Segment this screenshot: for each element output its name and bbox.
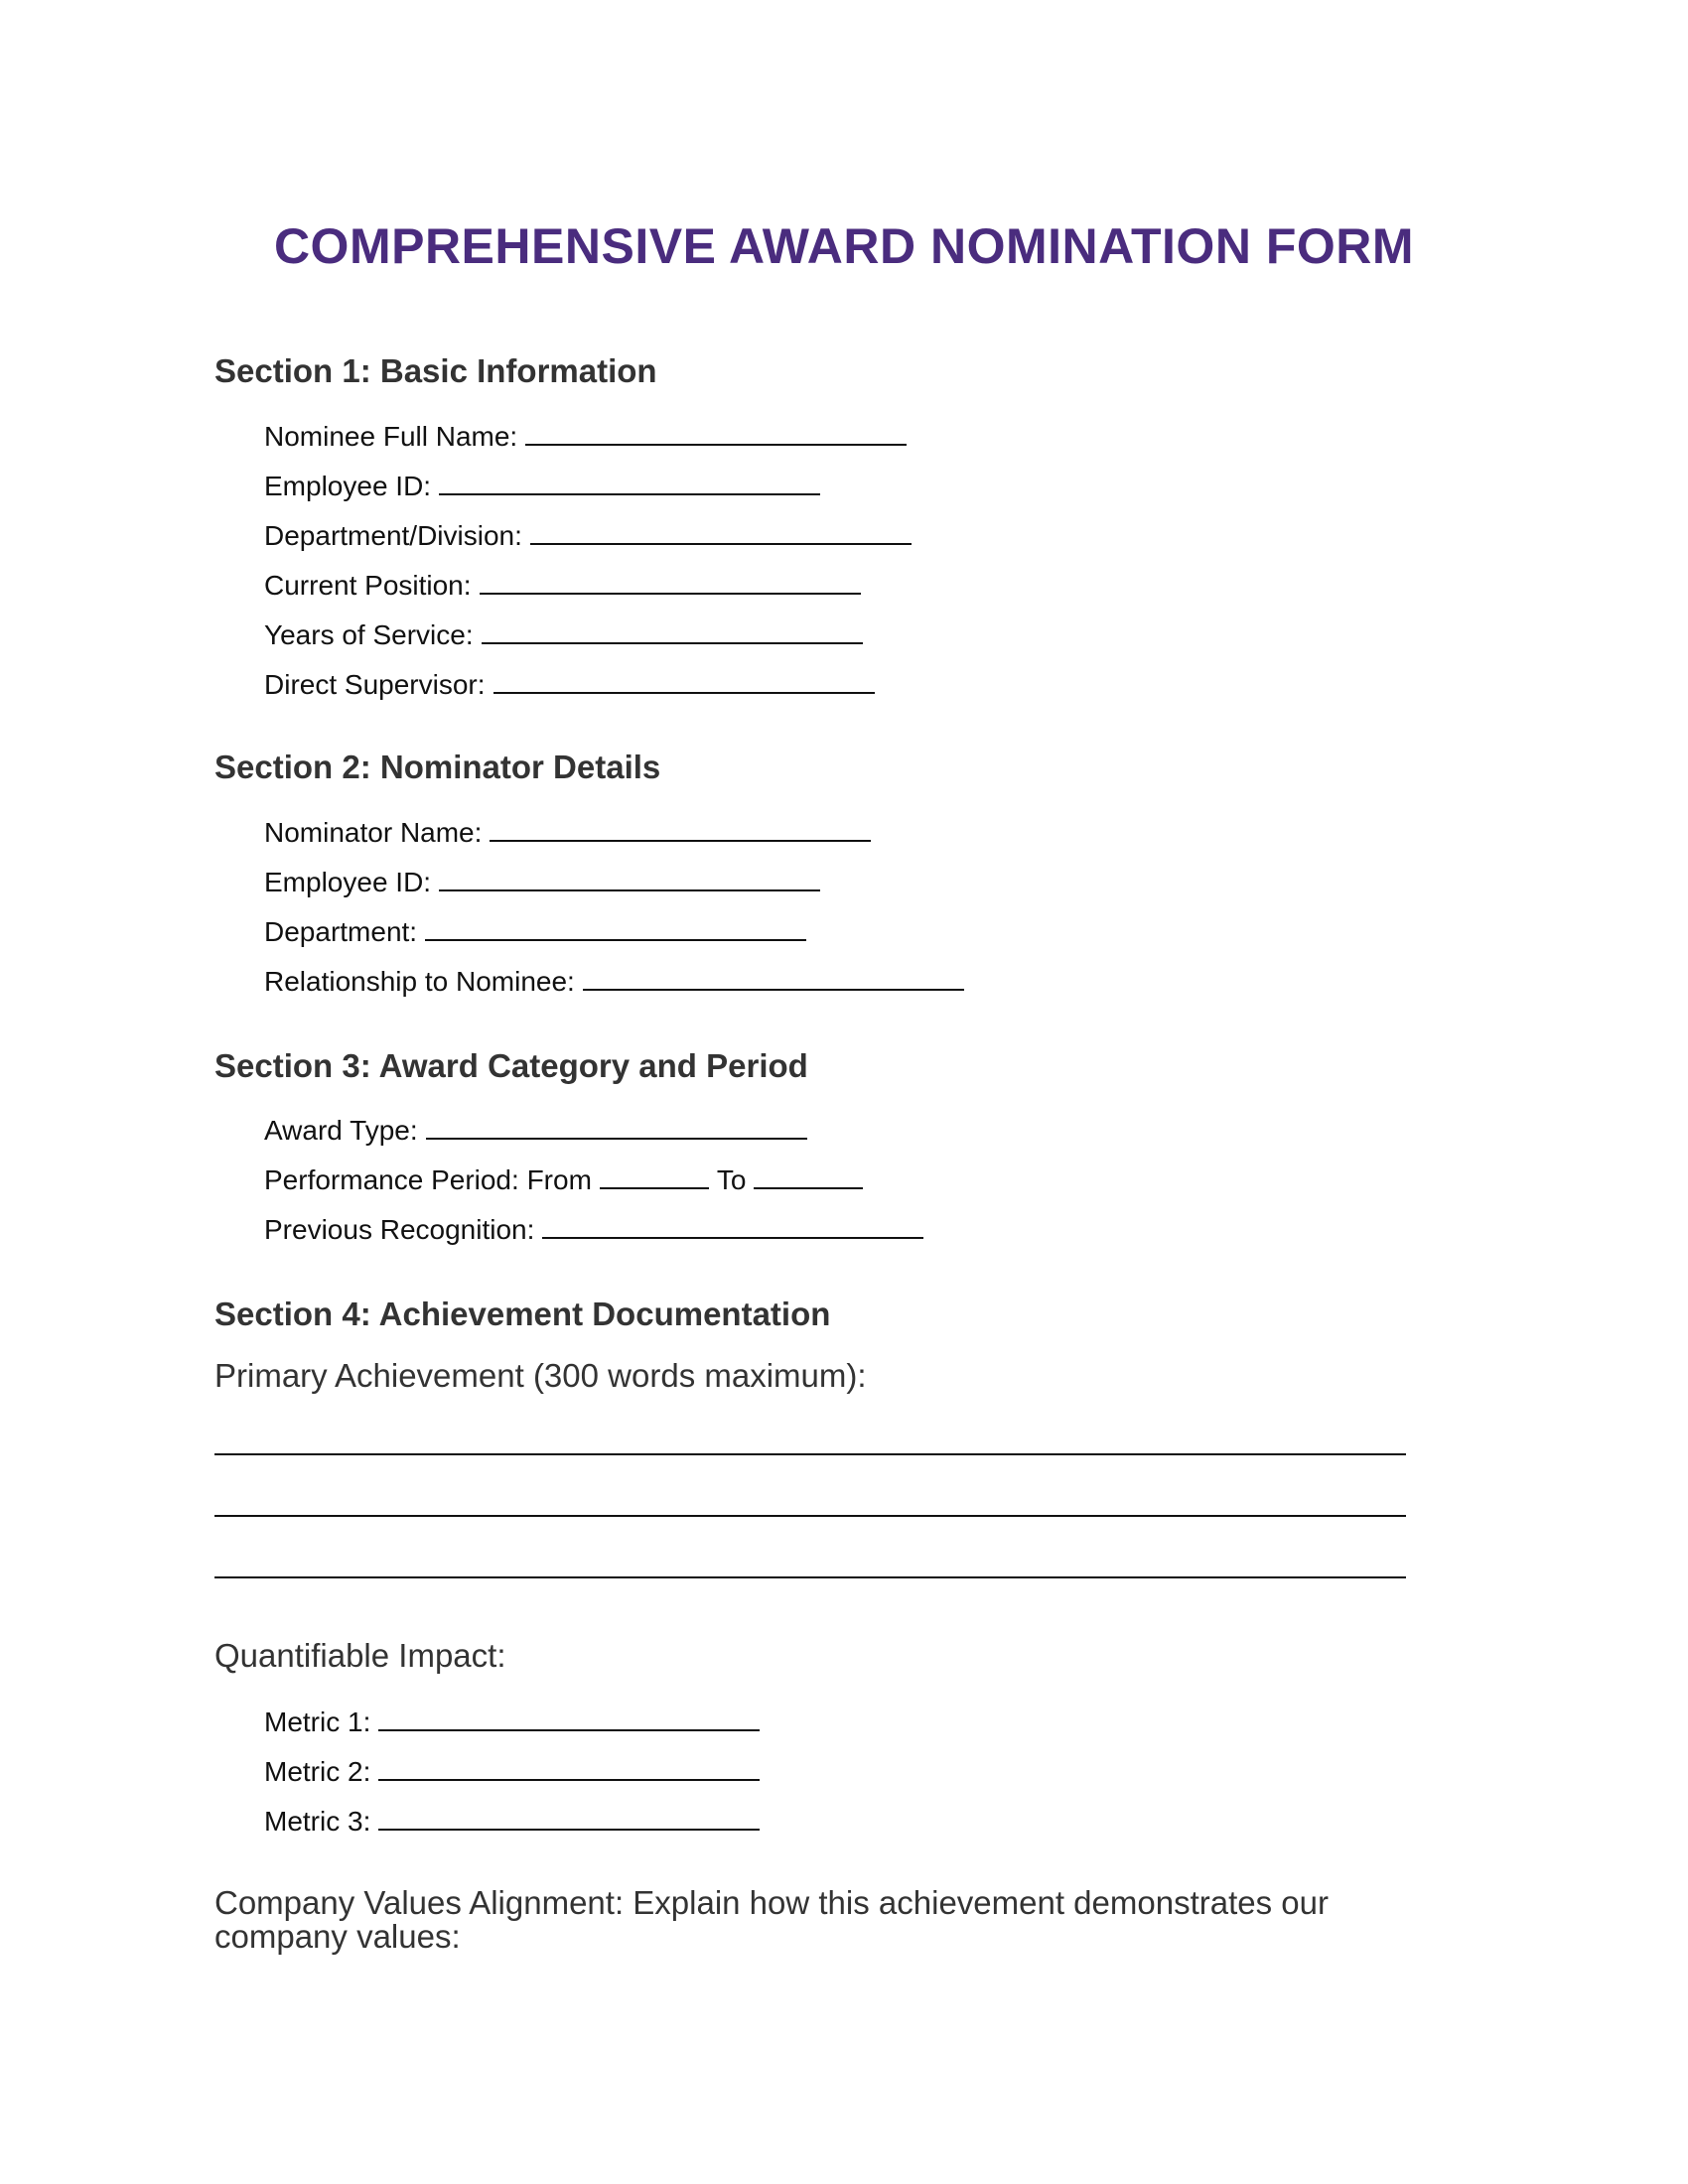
relationship-to-nominee-label: Relationship to Nominee: — [264, 966, 575, 997]
period-to-blank[interactable] — [754, 1163, 863, 1189]
nominee-full-name-label: Nominee Full Name: — [264, 421, 518, 452]
metric-2-field — [264, 1755, 760, 1789]
nominator-name-field — [264, 816, 871, 850]
primary-achievement-label: Primary Achievement (300 words maximum): — [214, 1357, 867, 1394]
previous-recognition-blank[interactable] — [542, 1213, 923, 1239]
nominator-name-label: Nominator Name: — [264, 817, 483, 848]
direct-supervisor-field — [264, 668, 875, 702]
direct-supervisor-label: Direct Supervisor: — [264, 669, 486, 700]
metric-2-blank[interactable] — [378, 1755, 760, 1781]
nominator-department-blank[interactable] — [425, 915, 806, 941]
nominee-full-name-blank[interactable] — [525, 420, 907, 446]
primary-achievement-line-1[interactable] — [214, 1453, 1406, 1455]
metric-1-label: Metric 1: — [264, 1706, 371, 1737]
section-3-heading: Section 3: Award Category and Period — [214, 1047, 808, 1084]
primary-achievement-line-3[interactable] — [214, 1576, 1406, 1578]
previous-recognition-label: Previous Recognition: — [264, 1214, 535, 1245]
nominee-employee-id-blank[interactable] — [439, 470, 820, 495]
department-division-field — [264, 519, 912, 553]
nominator-department-field — [264, 915, 806, 949]
metric-3-blank[interactable] — [378, 1805, 760, 1831]
section-2-heading: Section 2: Nominator Details — [214, 749, 661, 785]
performance-period-field — [264, 1163, 871, 1197]
current-position-field — [264, 569, 861, 603]
award-type-blank[interactable] — [426, 1114, 807, 1140]
section-1-heading: Section 1: Basic Information — [214, 352, 657, 389]
relationship-to-nominee-blank[interactable] — [583, 965, 964, 991]
nominee-employee-id-field — [264, 470, 820, 503]
previous-recognition-field — [264, 1213, 923, 1247]
metric-2-label: Metric 2: — [264, 1756, 371, 1787]
nominator-employee-id-label: Employee ID: — [264, 867, 432, 897]
performance-period-label: Performance Period: From — [264, 1164, 592, 1195]
section-4-heading: Section 4: Achievement Documentation — [214, 1296, 831, 1332]
metric-1-blank[interactable] — [378, 1706, 760, 1731]
relationship-to-nominee-field — [264, 965, 964, 999]
form-title: COMPREHENSIVE AWARD NOMINATION FORM — [273, 218, 1415, 274]
years-of-service-blank[interactable] — [482, 618, 863, 644]
nominator-name-blank[interactable] — [490, 816, 871, 842]
primary-achievement-line-2[interactable] — [214, 1515, 1406, 1517]
metric-1-field — [264, 1706, 760, 1739]
nominee-employee-id-label: Employee ID: — [264, 471, 432, 501]
years-of-service-field — [264, 618, 863, 652]
period-to-label: To — [716, 1164, 747, 1195]
current-position-label: Current Position: — [264, 570, 472, 601]
metric-3-label: Metric 3: — [264, 1806, 371, 1837]
direct-supervisor-blank[interactable] — [493, 668, 875, 694]
nominee-full-name-field — [264, 420, 907, 454]
award-type-field — [264, 1114, 807, 1148]
current-position-blank[interactable] — [480, 569, 861, 595]
award-type-label: Award Type: — [264, 1115, 418, 1146]
metric-3-field — [264, 1805, 760, 1839]
nominator-employee-id-field — [264, 866, 820, 899]
department-division-label: Department/Division: — [264, 520, 522, 551]
company-values-alignment-label: Company Values Alignment: Explain how this achievement demonstrates our company values: — [214, 1884, 1329, 1955]
years-of-service-label: Years of Service: — [264, 619, 474, 650]
nominator-employee-id-blank[interactable] — [439, 866, 820, 891]
nominator-department-label: Department: — [264, 916, 418, 947]
period-from-blank[interactable] — [600, 1163, 709, 1189]
quantifiable-impact-label: Quantifiable Impact: — [214, 1637, 506, 1674]
department-division-blank[interactable] — [530, 519, 912, 545]
